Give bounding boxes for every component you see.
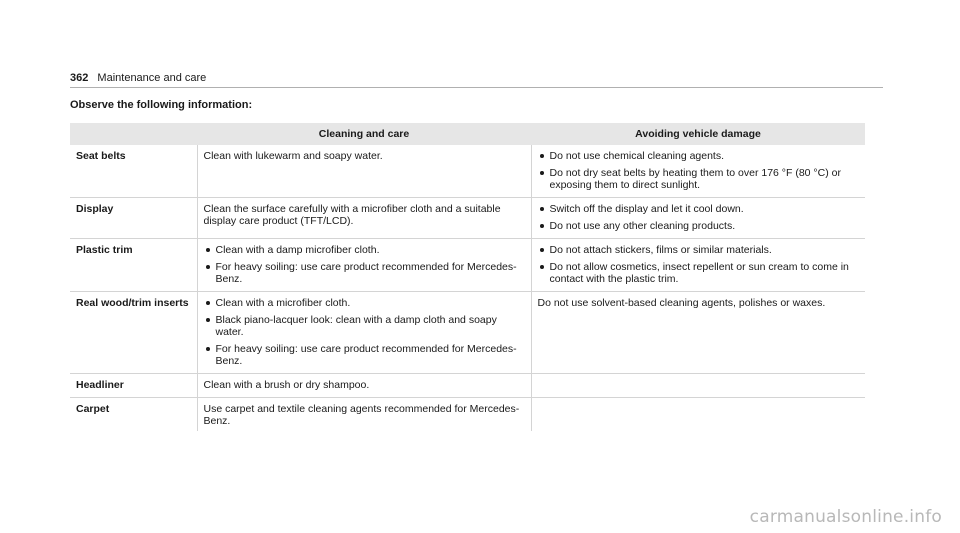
table-row: [70, 398, 865, 432]
row-item: Real wood/trim inserts: [70, 292, 197, 374]
avoid-cell: [531, 198, 865, 239]
list-item: Black piano-lacquer look: clean with a damp cloth and soapy water.: [204, 314, 525, 338]
avoid-cell: [531, 145, 865, 198]
watermark: carmanualsonline.info: [749, 507, 942, 527]
care-text: Use carpet and textile cleaning agents recommended for Mercedes-Benz.: [203, 403, 520, 427]
avoid-cell: [531, 239, 865, 292]
care-cell: [197, 239, 531, 292]
avoid-text: Do not use solvent-based cleaning agents, polishes or waxes.: [537, 297, 826, 309]
table-row: [70, 198, 865, 239]
row-item: Display: [70, 198, 197, 239]
care-cell: [197, 374, 531, 398]
list-item: Do not attach stickers, films or similar materials.: [538, 244, 860, 256]
table-row: [70, 374, 865, 398]
table-header-row: [70, 123, 865, 145]
care-text: Clean with lukewarm and soapy water.: [203, 150, 383, 162]
care-cell: [197, 398, 531, 432]
avoid-cell: [531, 398, 865, 432]
list-item: For heavy soiling: use care product recommended for Mercedes-Benz.: [204, 261, 525, 285]
list-item: Clean with a damp microfiber cloth.: [204, 244, 525, 256]
cleaning-table: [70, 123, 865, 431]
list-item: Do not allow cosmetics, insect repellent or sun cream to come in contact with the plastic trim.: [538, 261, 860, 285]
table-row: [70, 292, 865, 374]
list-item: Switch off the display and let it cool down.: [538, 203, 860, 215]
avoid-cell: [531, 374, 865, 398]
care-cell: [197, 292, 531, 374]
list-item: For heavy soiling: use care product recommended for Mercedes-Benz.: [204, 343, 525, 367]
care-cell: [197, 145, 531, 198]
list-item: Clean with a microfiber cloth.: [204, 297, 525, 309]
page-header: [70, 71, 883, 88]
page-number: 362: [70, 72, 89, 84]
row-item: Plastic trim: [70, 239, 197, 292]
section-title: Maintenance and care: [97, 72, 207, 84]
row-item: Headliner: [70, 374, 197, 398]
table-row: [70, 145, 865, 198]
care-text: Clean with a brush or dry shampoo.: [203, 379, 370, 391]
column-header-item: [70, 123, 197, 145]
avoid-cell: [531, 292, 865, 374]
intro-text: Observe the following information:: [70, 99, 253, 111]
list-item: Do not dry seat belts by heating them to over 176 °F (80 °C) or exposing them to direct sunlight.: [538, 167, 860, 191]
column-header-care: Cleaning and care: [197, 123, 531, 145]
row-item: Seat belts: [70, 145, 197, 198]
care-text: Clean the surface carefully with a microfiber cloth and a suitable display care product (TFT/LCD).: [203, 203, 501, 227]
row-item: Carpet: [76, 403, 110, 415]
table-row: [70, 239, 865, 292]
column-header-avoid: Avoiding vehicle damage: [531, 123, 865, 145]
care-cell: [197, 198, 531, 239]
list-item: Do not use any other cleaning products.: [538, 220, 860, 232]
list-item: Do not use chemical cleaning agents.: [538, 150, 860, 162]
